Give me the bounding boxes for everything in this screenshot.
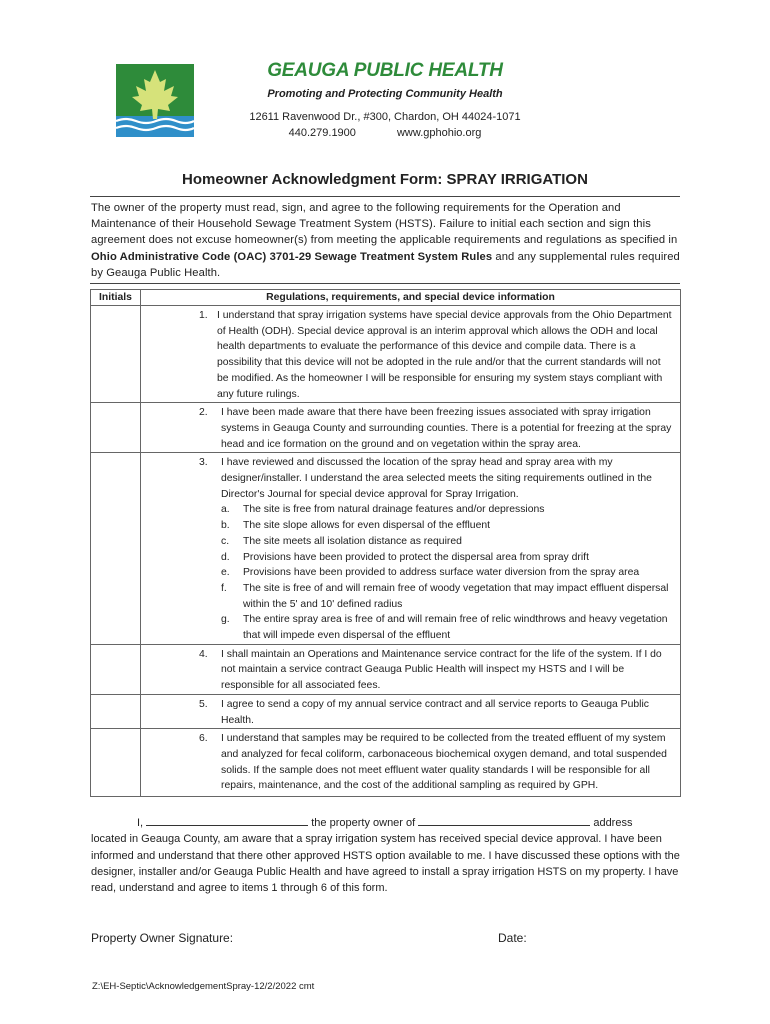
regulations-table	[90, 289, 681, 797]
table-header-row	[91, 290, 681, 306]
list-item: d. Provisions have been provided to protect the dispersal area from spray drift	[221, 551, 589, 563]
org-contact	[200, 127, 570, 139]
maple-leaf-icon	[116, 64, 194, 137]
owner-name-field[interactable]	[146, 814, 308, 826]
table-row	[91, 694, 681, 728]
item-number: 6.	[199, 733, 208, 745]
initials-field[interactable]	[91, 694, 141, 728]
org-phone: 440.279.1900	[288, 127, 356, 139]
divider	[90, 283, 680, 284]
item-text: I have been made aware that there have been freezing issues associated with spray irrigation systems in Geauga County and surrounding counties. There is a potential for freezing at the spray head and ice formation on the ground and on vegetation within the spray area.	[221, 407, 672, 450]
initials-field[interactable]	[91, 306, 141, 403]
regulations-header: Regulations, requirements, and special device information	[141, 290, 681, 306]
acknowledgment-paragraph	[91, 814, 681, 896]
initials-field[interactable]	[91, 644, 141, 694]
i-label: I,	[137, 817, 144, 829]
divider	[90, 196, 680, 197]
acknowledgment-text: located in Geauga County, am aware that a spray irrigation system has received special device approval. I have been informed and understand that there other approved HSTS option available to me. I have discussed these options with the designer, installer and/or Geauga Public Health and have agreed to install a spray irrigation HSTS on my property. I have read, understand and agree to items 1 through 6 of this form.	[91, 833, 680, 895]
list-item: a. The site is free from natural drainage features and/or depressions	[221, 504, 545, 516]
initials-header: Initials	[91, 290, 141, 306]
footer-file-path: Z:\EH-Septic\AcknowledgementSpray-12/2/2022 cmt	[92, 981, 315, 992]
item-number: 4.	[199, 648, 208, 660]
table-row	[91, 729, 681, 797]
item-text: I understand that samples may be required to be collected from the treated effluent of my system and analyzed for fecal coliform, carbonaceous biochemical oxygen demand, and total suspended solids. If the sample does not meet effluent water quality standards I will be responsible for all repairs, maintenance, and the cost of the additional sampling as required by GPH.	[221, 733, 667, 792]
property-address-field[interactable]	[418, 814, 590, 826]
org-name: GEAUGA PUBLIC HEALTH	[267, 60, 503, 81]
item-number: 1.	[199, 310, 208, 321]
initials-field[interactable]	[91, 453, 141, 644]
table-row	[91, 644, 681, 694]
sub-list	[221, 502, 672, 643]
table-row	[91, 306, 681, 403]
item-text: I understand that spray irrigation systems have special device approvals from the Ohio Department of Health (ODH). Special device approval is an interim approval which allows the ODH and local health departments to evaluate the performance of this device and compile data. There is a possibility that this device will not be adopted in the rule and/or that the current standards will not be modified. As the homeowner I will be responsible for ensuring my system stays compliant with any future rulings.	[217, 310, 672, 400]
item-text: I have reviewed and discussed the location of the spray head and spray area with my designer/installer. I understand the area selected meets the siting requirements outlined in the Director's Journal for special device approval for Spray Irrigation.	[221, 457, 652, 500]
intro-text: The owner of the property must read, sign, and agree to the following requirements for the Operation and Maintenance of their Household Sewage Treatment System (HSTS). Failure to initial each section and sign this agreement does not excuse homeowner(s) from meeting the applicable requirements and regulations as specified in	[91, 202, 678, 247]
item-text: I agree to send a copy of my annual service contract and all service reports to Geauga Public Health.	[221, 698, 649, 726]
list-item: b. The site slope allows for even dispersal of the effluent	[221, 520, 491, 532]
item-number: 2.	[199, 407, 208, 419]
list-item: g. The entire spray area is free of and will remain free of relic windthrows and heavy vegetation that will impede even dispersal of the effluent	[221, 614, 668, 642]
org-tagline: Promoting and Protecting Community Health	[267, 88, 503, 100]
date-label: Date:	[498, 931, 527, 945]
table-row	[91, 403, 681, 453]
table-row	[91, 453, 681, 644]
form-title: Homeowner Acknowledgment Form: SPRAY IRRIGATION	[182, 171, 588, 188]
item-number: 3.	[199, 457, 208, 469]
address-label: address	[593, 817, 633, 829]
intro-text-end: and any supplemental rules required by Geauga Public Health.	[91, 250, 680, 279]
list-item: e. Provisions have been provided to address surface water diversion from the spray area	[221, 567, 640, 579]
owner-of-label: the property owner of	[311, 817, 416, 829]
initials-field[interactable]	[91, 403, 141, 453]
intro-code-reference: Ohio Administrative Code (OAC) 3701-29 Sewage Treatment System Rules	[91, 250, 493, 263]
list-item: f. The site is free of and will remain free of woody vegetation that may impact effluent dispersal within the 5' and 10' defined radius	[221, 582, 669, 610]
owner-signature-label: Property Owner Signature:	[91, 931, 234, 945]
org-address: 12611 Ravenwood Dr., #300, Chardon, OH 44024-1071	[249, 111, 521, 123]
item-text: I shall maintain an Operations and Maintenance service contract for the life of the system. If I do not maintain a service contract Geauga Public Health will inspect my HSTS and I will be responsible for all associated fees.	[221, 648, 662, 692]
org-website: www.gphohio.org	[396, 127, 482, 139]
initials-field[interactable]	[91, 729, 141, 797]
item-number: 5.	[199, 698, 208, 710]
intro-paragraph	[91, 200, 683, 281]
list-item: c. The site meets all isolation distance as required	[221, 535, 462, 547]
